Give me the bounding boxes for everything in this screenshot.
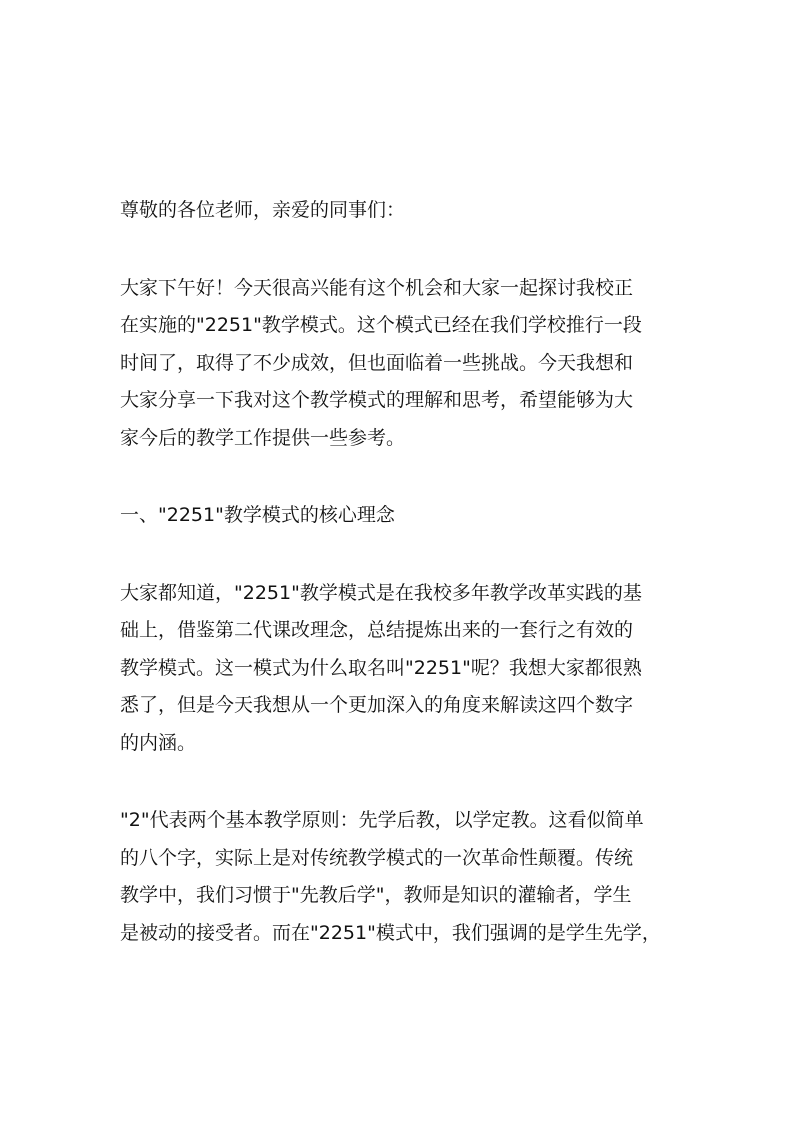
text-line: 大家都知道，"2251"教学模式是在我校多年教学改革实践的基 (120, 581, 642, 604)
text-line: 在实施的"2251"教学模式。这个模式已经在我们学校推行一段 (120, 314, 642, 336)
text-line: 教学中，我们习惯于"先教后学"，教师是知识的灌输者，学生 (120, 884, 632, 906)
text-line: 是被动的接受者。而在"2251"模式中，我们强调的是学生先学， (120, 921, 661, 944)
text-line: 教学模式。这一模式为什么取名叫"2251"呢？我想大家都很熟 (120, 656, 642, 679)
section-body-paragraph (120, 575, 680, 763)
principle-paragraph (120, 802, 680, 952)
text-line: 础上，借鉴第二代课改理念，总结提炼出来的一套行之有效的 (120, 619, 634, 641)
document-body (120, 192, 680, 952)
text-line: 尊敬的各位老师，亲爱的同事们： (120, 199, 406, 221)
section-heading-text: 一、"2251"教学模式的核心理念 (120, 504, 395, 526)
text-line: 的八个字，实际上是对传统教学模式的一次革命性颠覆。传统 (120, 846, 634, 869)
text-line: 悉了，但是今天我想从一个更加深入的角度来解读这四个数字 (120, 694, 634, 716)
salutation-paragraph (120, 192, 680, 230)
text-line: 大家下午好！今天很高兴能有这个机会和大家一起探讨我校正 (120, 276, 634, 299)
text-line: 的内涵。 (120, 731, 197, 754)
text-line: 家今后的教学工作提供一些参考。 (120, 426, 406, 449)
text-line: 大家分享一下我对这个教学模式的理解和思考，希望能够为大 (120, 389, 634, 411)
text-line: 时间了，取得了不少成效，但也面临着一些挑战。今天我想和 (120, 351, 634, 374)
intro-paragraph (120, 270, 680, 458)
section-heading (120, 497, 680, 535)
text-line: "2"代表两个基本教学原则：先学后教，以学定教。这看似简单 (120, 809, 644, 831)
